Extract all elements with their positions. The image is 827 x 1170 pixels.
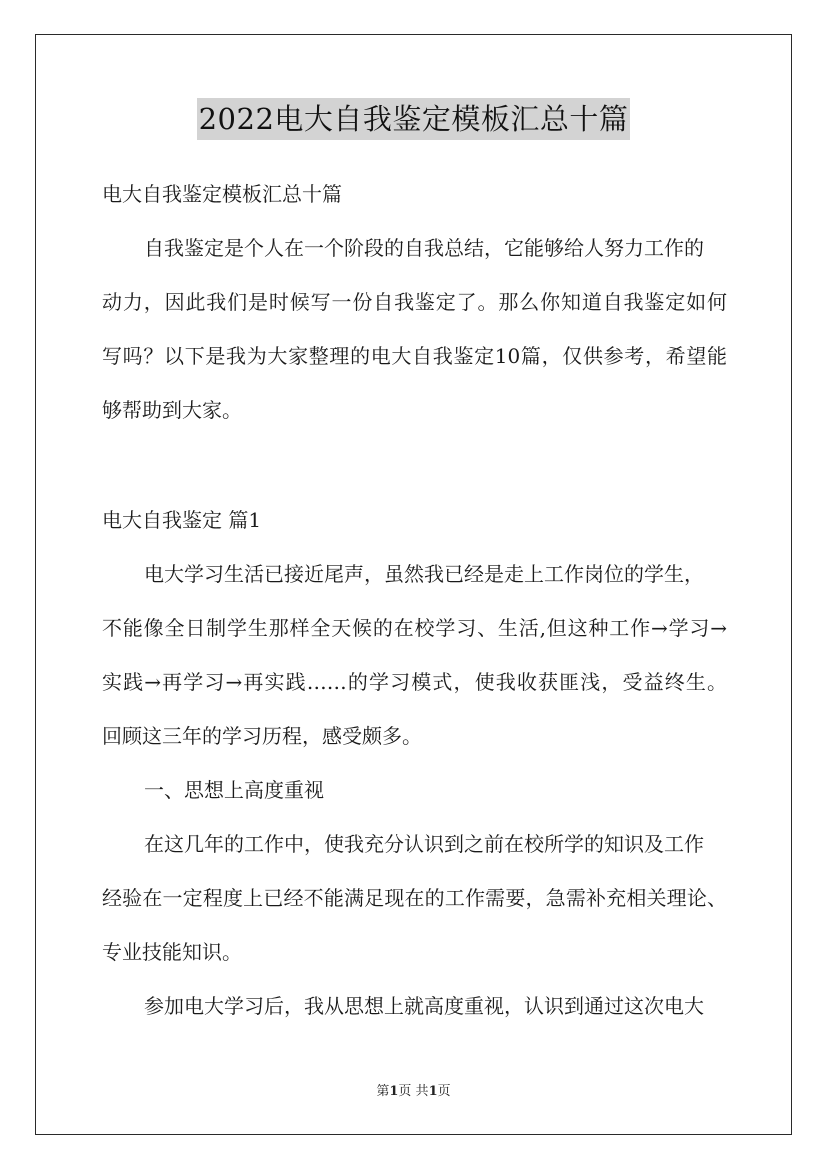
para2-line-1: 在这几年的工作中，使我充分认识到之前在校所学的知识及工作 bbox=[144, 832, 704, 856]
footer-page-total: 1 bbox=[428, 1084, 438, 1099]
intro-line-2: 动力，因此我们是时候写一份自我鉴定了。那么你知道自我鉴定如何 bbox=[102, 290, 727, 314]
subheading: 一、思想上高度重视 bbox=[144, 778, 324, 802]
footer-page-prefix: 第 bbox=[376, 1084, 390, 1099]
para1-line-3: 实践→再学习→再实践……的学习模式，使我收获匪浅，受益终生。 bbox=[102, 670, 727, 694]
footer-page-number: 1 bbox=[389, 1084, 399, 1099]
intro-line-4: 够帮助到大家。 bbox=[102, 398, 242, 422]
intro-line-3: 写吗？以下是我为大家整理的电大自我鉴定10篇，仅供参考，希望能 bbox=[102, 344, 727, 368]
para2-line-3: 专业技能知识。 bbox=[102, 940, 242, 964]
para3-line-1: 参加电大学习后，我从思想上就高度重视，认识到通过这次电大 bbox=[144, 994, 704, 1018]
document-subtitle: 电大自我鉴定模板汇总十篇 bbox=[102, 182, 342, 206]
intro-line-1: 自我鉴定是个人在一个阶段的自我总结，它能够给人努力工作的 bbox=[144, 236, 704, 260]
footer-page-suffix: 页 bbox=[437, 1084, 451, 1099]
footer-page-mid: 页 共 bbox=[398, 1084, 429, 1099]
para1-line-4: 回顾这三年的学习历程，感受颇多。 bbox=[102, 724, 422, 748]
document-title: 2022电大自我鉴定模板汇总十篇 bbox=[197, 98, 631, 140]
title-container bbox=[0, 98, 827, 140]
section-heading: 电大自我鉴定 篇1 bbox=[102, 508, 262, 532]
para1-line-2: 不能像全日制学生那样全天候的在校学习、生活,但这种工作→学习→ bbox=[102, 616, 727, 640]
para2-line-2: 经验在一定程度上已经不能满足现在的工作需要，急需补充相关理论、 bbox=[102, 886, 727, 910]
para1-line-1: 电大学习生活已接近尾声，虽然我已经是走上工作岗位的学生， bbox=[144, 562, 704, 586]
page-footer bbox=[0, 1083, 827, 1101]
